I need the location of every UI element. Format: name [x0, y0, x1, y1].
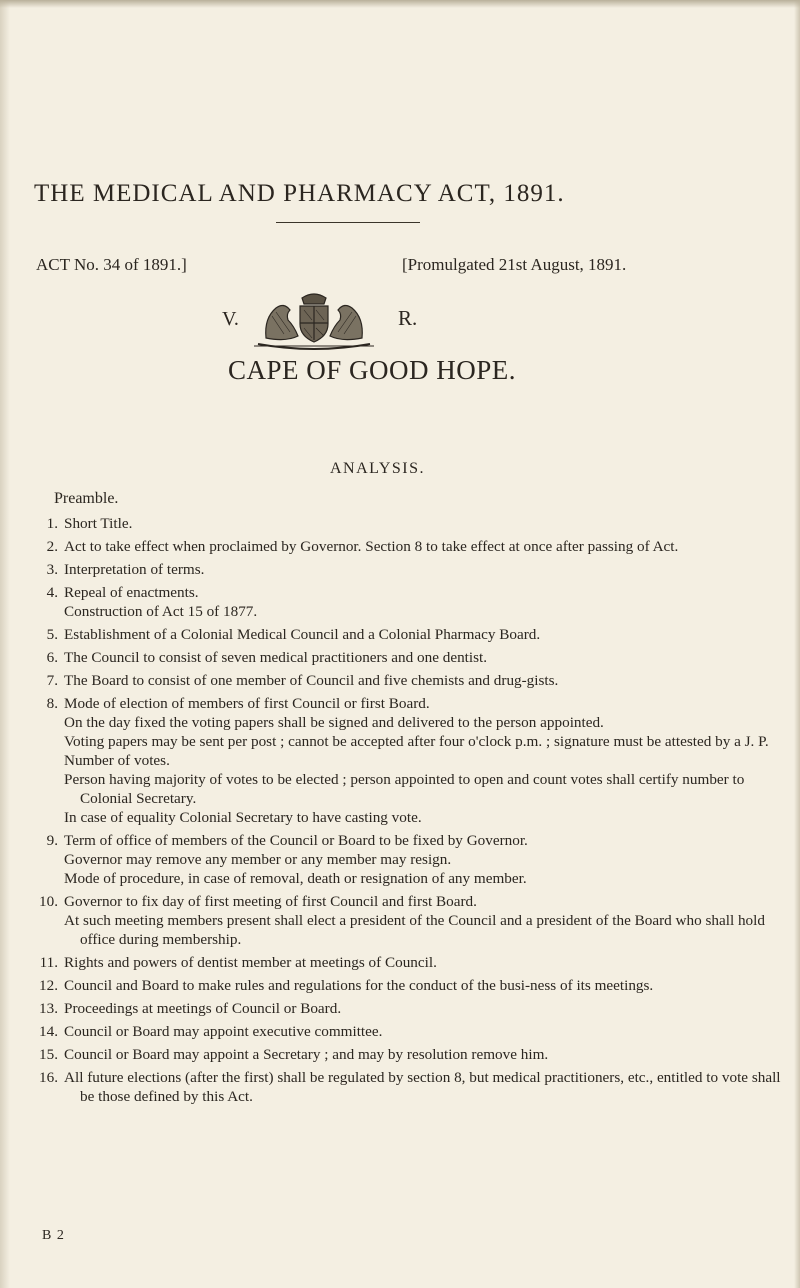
- top-shadow: [0, 0, 800, 8]
- page-edge-left: [0, 0, 10, 1288]
- colony-heading: CAPE OF GOOD HOPE.: [228, 355, 517, 385]
- section-number: 14.: [39, 1023, 58, 1040]
- analysis-item: [38, 583, 788, 621]
- analysis-item: [38, 694, 788, 827]
- section-sub-note: At such meeting members present shall elect a president of the Council and a president of the Board who shall hold office during membership.: [64, 912, 765, 948]
- analysis-item: [38, 1045, 788, 1064]
- section-sub-note: Person having majority of votes to be elected ; person appointed to open and count votes shall certify number to Colonial Secretary.: [64, 771, 745, 807]
- analysis-item: [38, 831, 788, 888]
- analysis-item: [38, 1022, 788, 1041]
- act-number: ACT No. 34 of 1891.]: [36, 255, 187, 274]
- section-summary: Rights and powers of dentist member at meetings of Council.: [64, 954, 437, 971]
- section-sub-note: Voting papers may be sent per post ; cannot be accepted after four o'clock p.m. ; signature must be attested by a J. P.: [64, 733, 769, 750]
- analysis-item: [38, 892, 788, 949]
- section-sub-note: Construction of Act 15 of 1877.: [64, 603, 258, 620]
- section-number: 9.: [46, 832, 58, 849]
- section-number: 12.: [39, 977, 58, 994]
- section-number: 8.: [46, 695, 58, 712]
- analysis-list: [38, 510, 788, 1106]
- section-summary: Proceedings at meetings of Council or Board.: [64, 1000, 342, 1017]
- section-sub-note: Number of votes.: [64, 752, 170, 769]
- analysis-item: [38, 537, 788, 556]
- section-summary: The Board to consist of one member of Council and five chemists and drug-gists.: [64, 672, 559, 689]
- section-number: 5.: [46, 626, 58, 643]
- analysis-item: [38, 671, 788, 690]
- section-sub-note: Mode of procedure, in case of removal, death or resignation of any member.: [64, 870, 527, 887]
- royal-initial-v: V.: [222, 308, 239, 330]
- section-summary: Act to take effect when proclaimed by Governor. Section 8 to take effect at once after passing of Act.: [64, 538, 679, 555]
- act-title: THE MEDICAL AND PHARMACY ACT, 1891.: [34, 180, 565, 207]
- signature-mark: B 2: [42, 1228, 65, 1243]
- analysis-item: [38, 514, 788, 533]
- section-summary: Repeal of enactments.: [64, 584, 199, 601]
- section-sub-note: On the day fixed the voting papers shall be signed and delivered to the person appointed.: [64, 714, 604, 731]
- section-number: 1.: [46, 515, 58, 532]
- section-summary: The Council to consist of seven medical practitioners and one dentist.: [64, 649, 488, 666]
- analysis-heading: ANALYSIS.: [330, 460, 426, 477]
- section-number: 7.: [46, 672, 58, 689]
- analysis-item: [38, 560, 788, 579]
- section-summary: Short Title.: [64, 515, 133, 532]
- section-number: 10.: [39, 893, 58, 910]
- royal-initial-r: R.: [398, 306, 418, 330]
- section-summary: Term of office of members of the Council or Board to be fixed by Governor.: [64, 832, 528, 849]
- section-summary: Council and Board to make rules and regulations for the conduct of the busi-ness of its meetings.: [64, 977, 654, 994]
- section-sub-note: In case of equality Colonial Secretary to have casting vote.: [64, 809, 422, 826]
- section-number: 11.: [39, 954, 58, 971]
- royal-coat-of-arms-icon: [244, 290, 384, 350]
- page-edge-right: [794, 0, 800, 1288]
- section-summary: Mode of election of members of first Council or first Board.: [64, 695, 430, 712]
- section-number: 2.: [46, 538, 58, 555]
- section-sub-note: Governor may remove any member or any member may resign.: [64, 851, 452, 868]
- section-number: 6.: [46, 649, 58, 666]
- analysis-item: [38, 625, 788, 644]
- section-summary: Council or Board may appoint executive committee.: [64, 1023, 383, 1040]
- section-number: 15.: [39, 1046, 58, 1063]
- preamble-label: Preamble.: [54, 490, 119, 507]
- section-summary: Council or Board may appoint a Secretary ; and may by resolution remove him.: [64, 1046, 549, 1063]
- section-number: 13.: [39, 1000, 58, 1017]
- title-rule: [276, 222, 420, 223]
- section-number: 3.: [46, 561, 58, 578]
- analysis-item: [38, 953, 788, 972]
- section-summary: Governor to fix day of first meeting of first Council and first Board.: [64, 893, 477, 910]
- analysis-item: [38, 976, 788, 995]
- section-number: 4.: [46, 584, 58, 601]
- section-summary: All future elections (after the first) shall be regulated by section 8, but medical practitioners, etc., entitled to vote shall be those defined by this Act.: [64, 1069, 781, 1105]
- promulgation-date: [Promulgated 21st August, 1891.: [402, 255, 627, 274]
- analysis-item: [38, 999, 788, 1018]
- section-summary: Establishment of a Colonial Medical Council and a Colonial Pharmacy Board.: [64, 626, 541, 643]
- analysis-item: [38, 648, 788, 667]
- analysis-item: [38, 1068, 788, 1106]
- section-summary: Interpretation of terms.: [64, 561, 205, 578]
- section-number: 16.: [39, 1069, 58, 1086]
